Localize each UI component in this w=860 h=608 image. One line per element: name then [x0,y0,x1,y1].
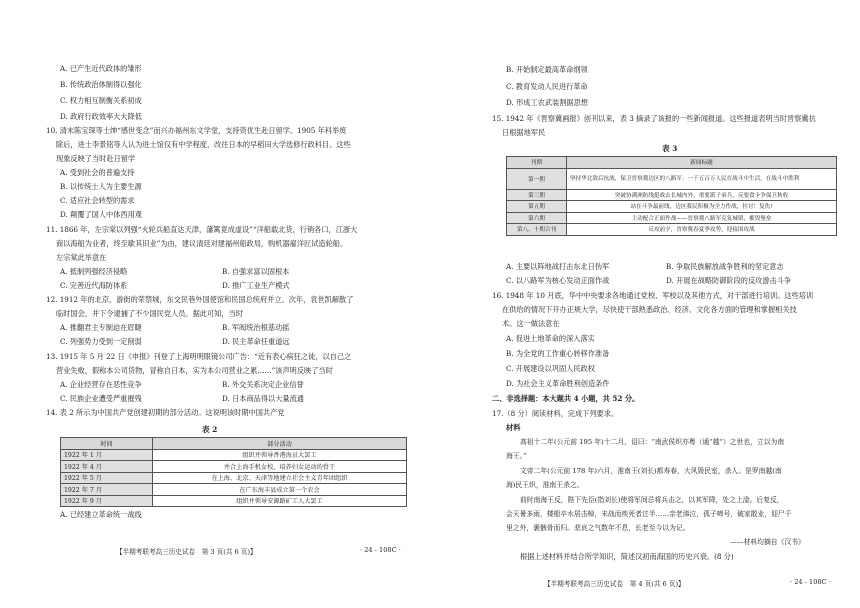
table-row [61,484,407,496]
q15-stem-line: 日根据地军民 [502,128,546,137]
table-header-row [507,157,837,169]
table-cell-activity: 组织并领导安源路矿工人大罢工 [153,495,407,507]
material-line: 高祖十二年(公元前 195 年)十二月，诏曰：“南武侯织亦粤（通“越”）之世也，立以为南 [520,438,785,446]
q13-stem-line: 营业失败，假称本公司货物，冒称自日本，实为本公司营业之累……”该声明反映了当时 [56,366,333,375]
page-footer: 【半期考联考高三历史试卷 第 3 页(共 6 页)】 [116,548,257,556]
q9-option-d: D. 政府行政效率大大降低 [60,112,142,121]
table-row [507,189,837,201]
material-line: 会天暑多雨，楼船卒水居击棹，未战而疾死者过半……亲老涕泣，孤子啼号，破家散业，迎尸千 [506,510,792,518]
material-label: 材料 [506,423,521,432]
q14-option-d: D. 形成工农武装割据思想 [506,98,588,107]
q15-option-d: D. 开展在战略防御阶段的反攻游击斗争 [666,276,792,285]
material-line: 前时南海王反，陛下先臣(指刘长)使将军间忌将兵击之，以其军降，处之上淦。后复反， [520,496,784,504]
q11-stem-line: 左宗棠此举意在 [56,253,107,262]
table-2-caption: 表 2 [202,425,218,434]
q11-option-c: C. 完善近代海防体系 [60,281,128,290]
table-row [507,224,837,236]
exam-page-4 [430,0,860,608]
table-cell-time: 1922 年 9 月 [61,495,153,507]
table-cell-time: 1922 年 7 月 [61,484,153,496]
q12-stem-line: 临时国会，并下令逮捕了不少国民党人员。据此可知，当时 [56,309,243,318]
q10-option-b: B. 以传统士人为主要生源 [60,182,142,191]
q12-option-b: B. 军阀统治根基动摇 [222,323,290,332]
q17-head: 17.（8 分）阅读材料，完成下列要求。 [492,409,619,418]
table-cell-issue: 第一期 [507,168,567,189]
q9-option-c: C. 权力相互制衡关系初成 [60,96,142,105]
table-row [507,168,837,189]
section-heading: 二、非选择题：本大题共 4 小题，共 52 分。 [492,394,640,403]
q17-task: 根据上述材料并结合所学知识，简述汉初南海国的历史兴衰。(8 分) [520,552,734,561]
table-row [61,472,407,484]
q9-option-a: A. 已产生近代政体的雏形 [60,64,142,73]
table-row [507,212,837,224]
q16-option-d: D. 为社会主义革命胜利创造条件 [506,379,610,388]
q11-stem-line: 11. 1866 年，左宗棠以列强“火轮兵船直达天津，藩篱竟成虚设”“洋船载北货，行销各口，江浙大 [46,225,358,234]
q13-stem-line: 13. 1915 年 5 月 22 日《申报》刊登了上海明明眼镜公司广告：“近有表心病狂之徒，以自己之 [46,352,352,361]
q11-option-a: A. 抵制列强经济侵略 [60,267,128,276]
table-cell-activity: 并合上海手机女校，培养妇女运动的骨干 [153,461,407,473]
q14-option-b: B. 开始制定最高革命纲领 [506,65,588,74]
q11-option-d: D. 推广工业生产模式 [222,281,290,290]
table-cell-issue: 第五期 [507,201,567,213]
q10-option-d: D. 颠覆了国人中体西用观 [60,210,142,219]
table-row [61,449,407,461]
table-cell-time: 1922 年 1 月 [61,449,153,461]
table-cell-headline: 反攻前夕，晋察冀春夏季攻势，迎接围攻战 [567,224,837,236]
table-header-time: 时间 [61,438,153,450]
table-2 [60,437,407,507]
q12-option-d: D. 民主革命任重道远 [222,337,290,346]
q12-option-a: A. 推翻君主专制迫在眉睫 [60,323,142,332]
q13-option-b: B. 外交关系决定企业信誉 [222,380,304,389]
page-code: · 24 - 108C · [360,546,401,554]
table-row [61,495,407,507]
table-header-headline: 新闻标题 [567,157,837,169]
q16-option-c: C. 开展建设以巩固人民政权 [506,364,595,373]
q15-option-a: A. 主要以阵地战打击东北日伪军 [506,262,610,271]
table-cell-time: 1922 年 4 月 [61,461,153,473]
q10-stem-line: 现象反映了当时赴日留学 [56,154,136,163]
table-header-issue: 刊期 [507,157,567,169]
q16-stem-line: 在供给的情况下开办正规大学，尽快使干部熟悉政治、经济、文化各方面的管理和掌握相关技 [502,305,797,314]
table-cell-headline: 突破协满洲防线挺战去长城内外，重要派子弟兵，反要食卡争保卫秋收 [567,189,837,201]
material-line: 文帝二年(公元前 178 年)六月，淮南王(刘长)都寿春，大风毁民室，杀人。是罗南越(南 [520,467,782,475]
q14-option-a: A. 已经建立革命统一战线 [60,510,142,519]
q12-stem-line: 12. 1912 年的北京，游街的荣禁城，东交民巷外国使馆和民国总统府并立。次年，袁世凯解散了 [46,295,354,304]
q11-option-b: B. 自强求富以固根本 [222,267,290,276]
q10-option-c: C. 适应社会转型的需求 [60,196,135,205]
q12-option-c: C. 列强势力受到一定削弱 [60,337,142,346]
q10-option-a: A. 受到社会的普遍支持 [60,168,135,177]
table-3 [506,156,837,236]
table-cell-issue: 第八、十期合刊 [507,224,567,236]
material-line: 海王。” [506,452,527,460]
table-cell-issue: 第三期 [507,189,567,201]
q16-stem-line: 16. 1948 年 10 月底，华中中央要求各地通过党校、军校以及其他方式，对干部进行培训。这些培训 [492,291,814,300]
material-line: 里之外，裹骸骨而归。悲哀之气数年不息，长老至今以为记。 [506,524,690,532]
table-cell-activity: 在上海、北京、天津等地建立社会主义青年团组织 [153,472,407,484]
q10-stem-line: 10. 清末陈宝琛等士绅“感世变念”而兴办福州东文学堂，支持资优生赴日留学。1905 年科举废 [46,126,347,135]
q11-stem-line: 商以海船为业者，终至歇其旧业”为由，建议清廷对建福州船政局，购机器雇洋匠试造轮船。 [56,239,348,248]
q13-option-a: A. 企业经营存在恶性竞争 [60,380,142,389]
q15-option-c: C. 以八路军为核心发动正面作战 [506,276,610,285]
q9-option-b: B. 传统政治体制得以强化 [60,80,142,89]
table-cell-headline: 坚持华北敌后抗战，保卫晋察冀边区的八路军：一千五百万人民在战斗中生活，在战斗中胜利 [567,168,837,189]
table-cell-headline: 主动配合正面作战——晋察冀八路军克复城镇，摧毁堡垒 [567,212,837,224]
table-cell-activity: 在广东海丰县成立第一个农会 [153,484,407,496]
page-code: · 24 - 108C · [790,578,831,586]
q14-stem-line: 14. 表 2 所示为中国共产党创建初期的部分活动。这说明该时期中国共产党 [46,408,285,417]
table-header-activity: 部分活动 [153,438,407,450]
material-line: 海)民王织，淮南王杀之。 [506,481,584,489]
q15-option-b: B. 争取民族解放战争胜利的坚定意志 [666,262,784,271]
q13-option-d: D. 日本商品得以大量流通 [222,394,304,403]
table-cell-activity: 组织并领导香港海员大罢工 [153,449,407,461]
table-3-caption: 表 3 [662,144,678,153]
q16-option-b: B. 为全党的工作重心转移作准备 [506,349,610,358]
table-row [61,461,407,473]
table-cell-issue: 第六期 [507,212,567,224]
material-source: ——材料均摘自《汉书》 [730,538,805,546]
table-header-row [61,438,407,450]
table-row [507,201,837,213]
q10-stem-line: 除后，进士李景铭等人认为进士馆仅有中学程度，改往日本的早稻田大学选修行政科目。这些 [56,140,351,149]
q14-option-c: C. 教育发动人民进行革命 [506,82,588,91]
q16-stem-line: 术。这一做法意在 [502,319,560,328]
table-cell-time: 1922 年 5 月 [61,472,153,484]
q13-option-c: C. 民族企业遭受严重摧残 [60,394,142,403]
q16-option-a: A. 促进土地革命的深入落实 [506,334,595,343]
q15-stem-line: 15. 1942 年《晋察冀画报》创刊以来，表 3 摘录了该报的一些新闻报道。这些报道表明当时晋察冀抗 [492,114,816,123]
page-footer: 【半期考联考高三历史试卷 第 4 页(共 6 页)】 [544,580,685,588]
table-cell-headline: 站在斗争最前线，边区我民积极为全力作战，拉讨！复仇! [567,201,837,213]
